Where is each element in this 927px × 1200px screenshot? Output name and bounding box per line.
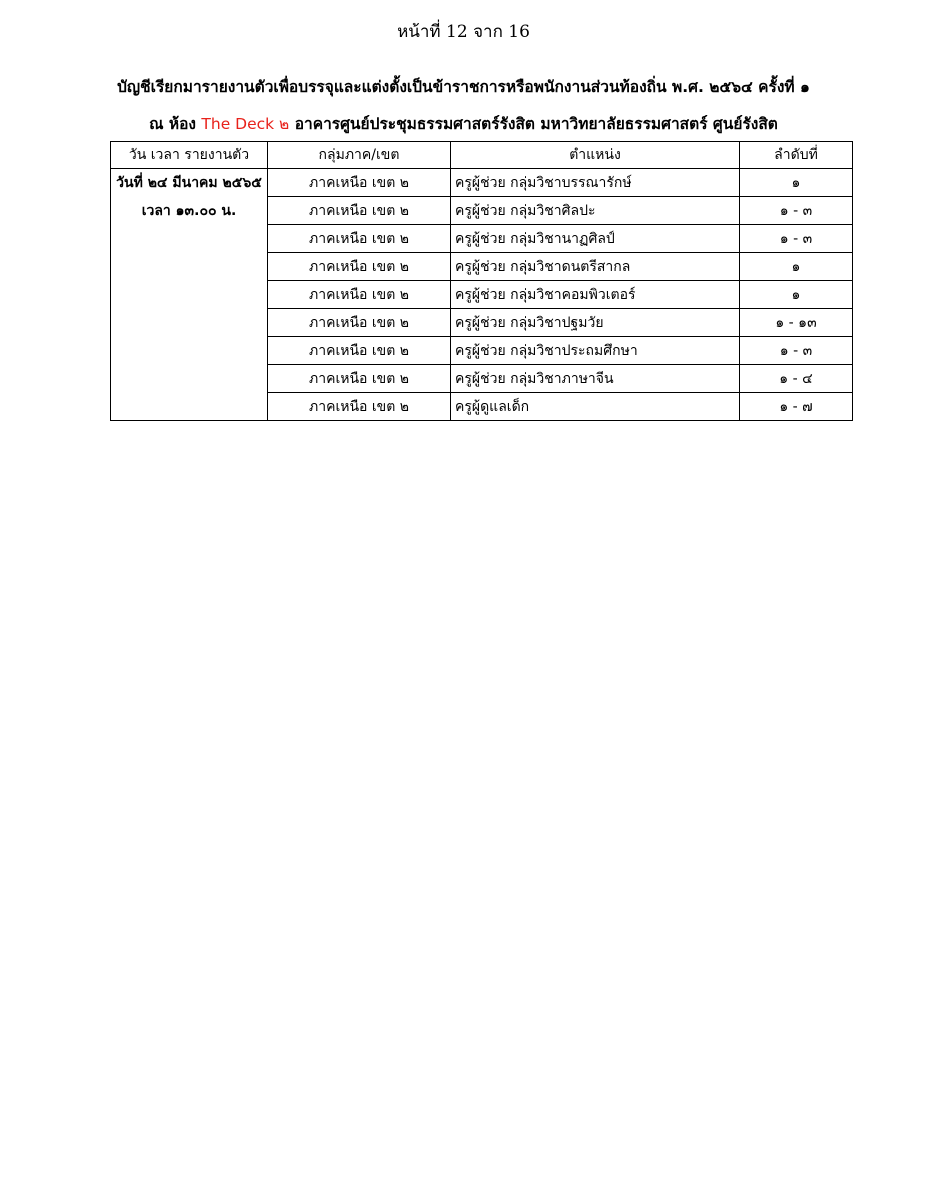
order-cell: ๑ [740,169,853,197]
order-cell: ๑ [740,253,853,281]
group-cell: ภาคเหนือ เขต ๒ [268,365,451,393]
table-header-row [111,142,853,169]
group-cell: ภาคเหนือ เขต ๒ [268,337,451,365]
position-cell: ครูผู้ช่วย กลุ่มวิชาปฐมวัย [451,309,740,337]
position-cell: ครูผู้ช่วย กลุ่มวิชานาฏศิลป์ [451,225,740,253]
order-cell: ๑ - ๓ [740,225,853,253]
group-cell: ภาคเหนือ เขต ๒ [268,309,451,337]
order-cell: ๑ [740,281,853,309]
position-cell: ครูผู้ช่วย กลุ่มวิชาศิลปะ [451,197,740,225]
report-time: เวลา ๑๓.๐๐ น. [141,203,237,219]
table-row [111,169,853,197]
order-cell: ๑ - ๔ [740,365,853,393]
report-date: วันที่ ๒๔ มีนาคม ๒๕๖๕ [116,175,262,191]
order-cell: ๑ - ๓ [740,337,853,365]
order-cell: ๑ - ๗ [740,393,853,421]
group-cell: ภาคเหนือ เขต ๒ [268,169,451,197]
header-position: ตำแหน่ง [451,142,740,169]
position-cell: ครูผู้ช่วย กลุ่มวิชาภาษาจีน [451,365,740,393]
header-report-time: วัน เวลา รายงานตัว [111,142,268,169]
position-cell: ครูผู้ช่วย กลุ่มวิชาดนตรีสากล [451,253,740,281]
order-cell: ๑ - ๓ [740,197,853,225]
order-cell: ๑ - ๑๓ [740,309,853,337]
schedule-table [110,141,853,421]
group-cell: ภาคเหนือ เขต ๒ [268,393,451,421]
venue-prefix: ณ ห้อง [149,115,196,133]
position-cell: ครูผู้ช่วย กลุ่มวิชาประถมศึกษา [451,337,740,365]
position-cell: ครูผู้ช่วย กลุ่มวิชาบรรณารักษ์ [451,169,740,197]
position-cell: ครูผู้ช่วย กลุ่มวิชาคอมพิวเตอร์ [451,281,740,309]
report-datetime-cell [111,169,268,421]
group-cell: ภาคเหนือ เขต ๒ [268,253,451,281]
position-cell: ครูผู้ดูแลเด็ก [451,393,740,421]
group-cell: ภาคเหนือ เขต ๒ [268,225,451,253]
venue-room: The Deck ๒ [201,115,290,133]
venue-line [0,111,927,136]
header-group: กลุ่มภาค/เขต [268,142,451,169]
document-title: บัญชีเรียกมารายงานตัวเพื่อบรรจุและแต่งตั้งเป็นข้าราชการหรือพนักงานส่วนท้องถิ่น พ.ศ. ๒๕๖๔ ครั้งที่ ๑ [117,78,810,96]
group-cell: ภาคเหนือ เขต ๒ [268,281,451,309]
page-number: หน้าที่ 12 จาก 16 [397,22,530,42]
header-order: ลำดับที่ [740,142,853,169]
venue-building: อาคารศูนย์ประชุมธรรมศาสตร์รังสิต มหาวิทยาลัยธรรมศาสตร์ ศูนย์รังสิต [294,115,778,133]
group-cell: ภาคเหนือ เขต ๒ [268,197,451,225]
